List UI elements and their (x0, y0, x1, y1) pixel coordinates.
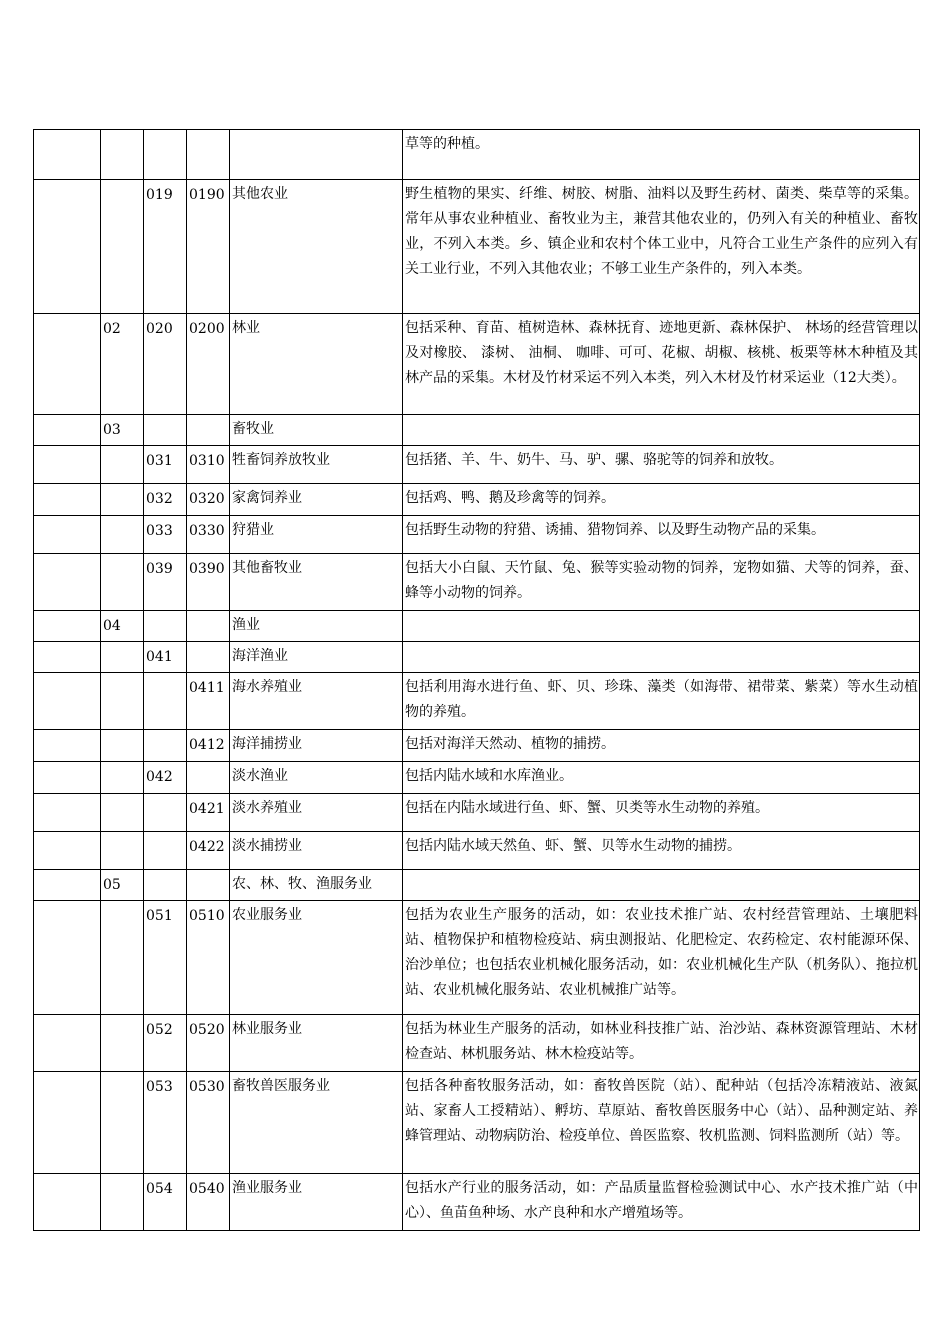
group-code-cell (144, 730, 187, 762)
class-code-cell (187, 130, 230, 180)
class-code-cell: 0540 (187, 1174, 230, 1231)
group-code-cell: 019 (144, 180, 187, 314)
class-code-cell: 0411 (187, 673, 230, 730)
class-code-cell: 0412 (187, 730, 230, 762)
division-code-cell (101, 1015, 144, 1072)
category-name-cell: 畜牧兽医服务业 (230, 1072, 403, 1174)
table-row (34, 870, 920, 901)
group-code-cell (144, 415, 187, 446)
table-row (34, 794, 920, 832)
division-code-cell (101, 832, 144, 870)
class-code-cell (187, 762, 230, 794)
table-row (34, 730, 920, 762)
category-name-cell: 牲畜饲养放牧业 (230, 446, 403, 484)
description-cell: 包括鸡、鸭、鹅及珍禽等的饲养。 (403, 484, 920, 516)
section-code-cell (34, 484, 101, 516)
category-name-cell: 农、林、牧、渔服务业 (230, 870, 403, 901)
division-code-cell (101, 180, 144, 314)
section-code-cell (34, 1072, 101, 1174)
description-cell: 野生植物的果实、纤维、树胶、树脂、油料以及野生药材、菌类、柴草等的采集。常年从事农业种植业、畜牧业为主，兼营其他农业的，仍列入有关的种植业、畜牧业，不列入本类。乡、镇企业和农村个体工业中，凡符合工业生产条件的应列入有关工业行业，不列入其他农业；不够工业生产条件的，列入本类。 (403, 180, 920, 314)
division-code-cell: 05 (101, 870, 144, 901)
section-code-cell (34, 901, 101, 1015)
category-name-cell: 畜牧业 (230, 415, 403, 446)
category-name-cell: 渔业 (230, 611, 403, 642)
group-code-cell (144, 673, 187, 730)
division-code-cell (101, 1174, 144, 1231)
table-row (34, 1174, 920, 1231)
description-cell: 包括大小白鼠、天竹鼠、兔、猴等实验动物的饲养，宠物如猫、犬等的饲养，蚕、蜂等小动物的饲养。 (403, 554, 920, 611)
class-code-cell: 0510 (187, 901, 230, 1015)
table-row (34, 554, 920, 611)
class-code-cell: 0422 (187, 832, 230, 870)
table-row (34, 611, 920, 642)
description-cell: 包括对海洋天然动、植物的捕捞。 (403, 730, 920, 762)
section-code-cell (34, 130, 101, 180)
table-row (34, 673, 920, 730)
description-cell (403, 415, 920, 446)
description-cell: 包括猪、羊、牛、奶牛、马、驴、骡、骆驼等的饲养和放牧。 (403, 446, 920, 484)
division-code-cell (101, 130, 144, 180)
category-name-cell: 家禽饲养业 (230, 484, 403, 516)
description-cell: 包括利用海水进行鱼、虾、贝、珍珠、藻类（如海带、裙带菜、紫菜）等水生动植物的养殖。 (403, 673, 920, 730)
description-cell: 包括野生动物的狩猎、诱捕、猎物饲养、以及野生动物产品的采集。 (403, 516, 920, 554)
category-name-cell: 海洋捕捞业 (230, 730, 403, 762)
category-name-cell: 淡水养殖业 (230, 794, 403, 832)
description-cell (403, 611, 920, 642)
division-code-cell (101, 484, 144, 516)
division-code-cell: 02 (101, 314, 144, 415)
class-code-cell (187, 870, 230, 901)
description-cell: 包括采种、育苗、植树造林、森林抚育、迹地更新、森林保护、 林场的经营管理以及对橡胶、 漆树、 油桐、 咖啡、可可、花椒、胡椒、核桃、板栗等林木种植及其林产品的采集。木材及竹材采运不列入本类，列入木材及竹材采运业（12大类）。 (403, 314, 920, 415)
section-code-cell (34, 314, 101, 415)
category-name-cell: 林业 (230, 314, 403, 415)
table-row (34, 180, 920, 314)
description-cell (403, 870, 920, 901)
section-code-cell (34, 870, 101, 901)
division-code-cell (101, 673, 144, 730)
category-name-cell: 海洋渔业 (230, 642, 403, 673)
class-code-cell: 0421 (187, 794, 230, 832)
table-row (34, 1015, 920, 1072)
section-code-cell (34, 446, 101, 484)
class-code-cell (187, 642, 230, 673)
category-name-cell: 农业服务业 (230, 901, 403, 1015)
table-row (34, 130, 920, 180)
description-cell: 包括各种畜牧服务活动，如：畜牧兽医院（站）、配种站（包括冷冻精液站、液氮站、家畜人工授精站）、孵坊、草原站、畜牧兽医服务中心（站）、品种测定站、养蜂管理站、动物病防治、检疫单位、兽医监察、牧机监测、饲料监测所（站）等。 (403, 1072, 920, 1174)
section-code-cell (34, 832, 101, 870)
class-code-cell (187, 611, 230, 642)
category-name-cell: 狩猎业 (230, 516, 403, 554)
section-code-cell (34, 730, 101, 762)
table-row (34, 642, 920, 673)
group-code-cell: 032 (144, 484, 187, 516)
class-code-cell (187, 415, 230, 446)
class-code-cell: 0320 (187, 484, 230, 516)
table-row (34, 314, 920, 415)
group-code-cell: 052 (144, 1015, 187, 1072)
division-code-cell (101, 901, 144, 1015)
class-code-cell: 0200 (187, 314, 230, 415)
section-code-cell (34, 673, 101, 730)
section-code-cell (34, 1015, 101, 1072)
division-code-cell (101, 642, 144, 673)
category-name-cell (230, 130, 403, 180)
group-code-cell: 031 (144, 446, 187, 484)
class-code-cell: 0390 (187, 554, 230, 611)
group-code-cell: 042 (144, 762, 187, 794)
category-name-cell: 林业服务业 (230, 1015, 403, 1072)
group-code-cell: 053 (144, 1072, 187, 1174)
group-code-cell: 033 (144, 516, 187, 554)
category-name-cell: 渔业服务业 (230, 1174, 403, 1231)
table-row (34, 1072, 920, 1174)
category-name-cell: 其他畜牧业 (230, 554, 403, 611)
table-row (34, 516, 920, 554)
table-row (34, 415, 920, 446)
description-cell: 包括内陆水域和水库渔业。 (403, 762, 920, 794)
category-name-cell: 海水养殖业 (230, 673, 403, 730)
section-code-cell (34, 415, 101, 446)
group-code-cell: 041 (144, 642, 187, 673)
class-code-cell: 0190 (187, 180, 230, 314)
class-code-cell: 0530 (187, 1072, 230, 1174)
section-code-cell (34, 794, 101, 832)
category-name-cell: 其他农业 (230, 180, 403, 314)
table-row (34, 446, 920, 484)
division-code-cell (101, 762, 144, 794)
description-cell: 草等的种植。 (403, 130, 920, 180)
division-code-cell (101, 730, 144, 762)
division-code-cell: 03 (101, 415, 144, 446)
section-code-cell (34, 642, 101, 673)
group-code-cell: 051 (144, 901, 187, 1015)
description-cell: 包括为农业生产服务的活动，如：农业技术推广站、农村经营管理站、土壤肥料站、植物保护和植物检疫站、病虫测报站、化肥检定、农药检定、农村能源环保、治沙单位；也包括农业机械化服务活动，如：农业机械化生产队（机务队）、拖拉机站、农业机械化服务站、农业机械推广站等。 (403, 901, 920, 1015)
table-row (34, 484, 920, 516)
description-cell (403, 642, 920, 673)
class-code-cell: 0520 (187, 1015, 230, 1072)
section-code-cell (34, 611, 101, 642)
section-code-cell (34, 554, 101, 611)
table-body (34, 130, 920, 1231)
section-code-cell (34, 762, 101, 794)
description-cell: 包括内陆水域天然鱼、虾、蟹、贝等水生动物的捕捞。 (403, 832, 920, 870)
class-code-cell: 0310 (187, 446, 230, 484)
group-code-cell (144, 611, 187, 642)
section-code-cell (34, 1174, 101, 1231)
group-code-cell: 054 (144, 1174, 187, 1231)
category-name-cell: 淡水渔业 (230, 762, 403, 794)
division-code-cell: 04 (101, 611, 144, 642)
section-code-cell (34, 180, 101, 314)
category-name-cell: 淡水捕捞业 (230, 832, 403, 870)
description-cell: 包括为林业生产服务的活动，如林业科技推广站、治沙站、森林资源管理站、木材检查站、林机服务站、林木检疫站等。 (403, 1015, 920, 1072)
industry-classification-table (33, 129, 920, 1231)
group-code-cell (144, 794, 187, 832)
table-row (34, 901, 920, 1015)
division-code-cell (101, 1072, 144, 1174)
division-code-cell (101, 794, 144, 832)
group-code-cell: 020 (144, 314, 187, 415)
table-row (34, 832, 920, 870)
group-code-cell (144, 130, 187, 180)
group-code-cell (144, 832, 187, 870)
table-row (34, 762, 920, 794)
section-code-cell (34, 516, 101, 554)
class-code-cell: 0330 (187, 516, 230, 554)
division-code-cell (101, 516, 144, 554)
division-code-cell (101, 554, 144, 611)
description-cell: 包括在内陆水域进行鱼、虾、蟹、贝类等水生动物的养殖。 (403, 794, 920, 832)
group-code-cell (144, 870, 187, 901)
group-code-cell: 039 (144, 554, 187, 611)
description-cell: 包括水产行业的服务活动，如：产品质量监督检验测试中心、水产技术推广站（中心）、鱼苗鱼种场、水产良种和水产增殖场等。 (403, 1174, 920, 1231)
division-code-cell (101, 446, 144, 484)
